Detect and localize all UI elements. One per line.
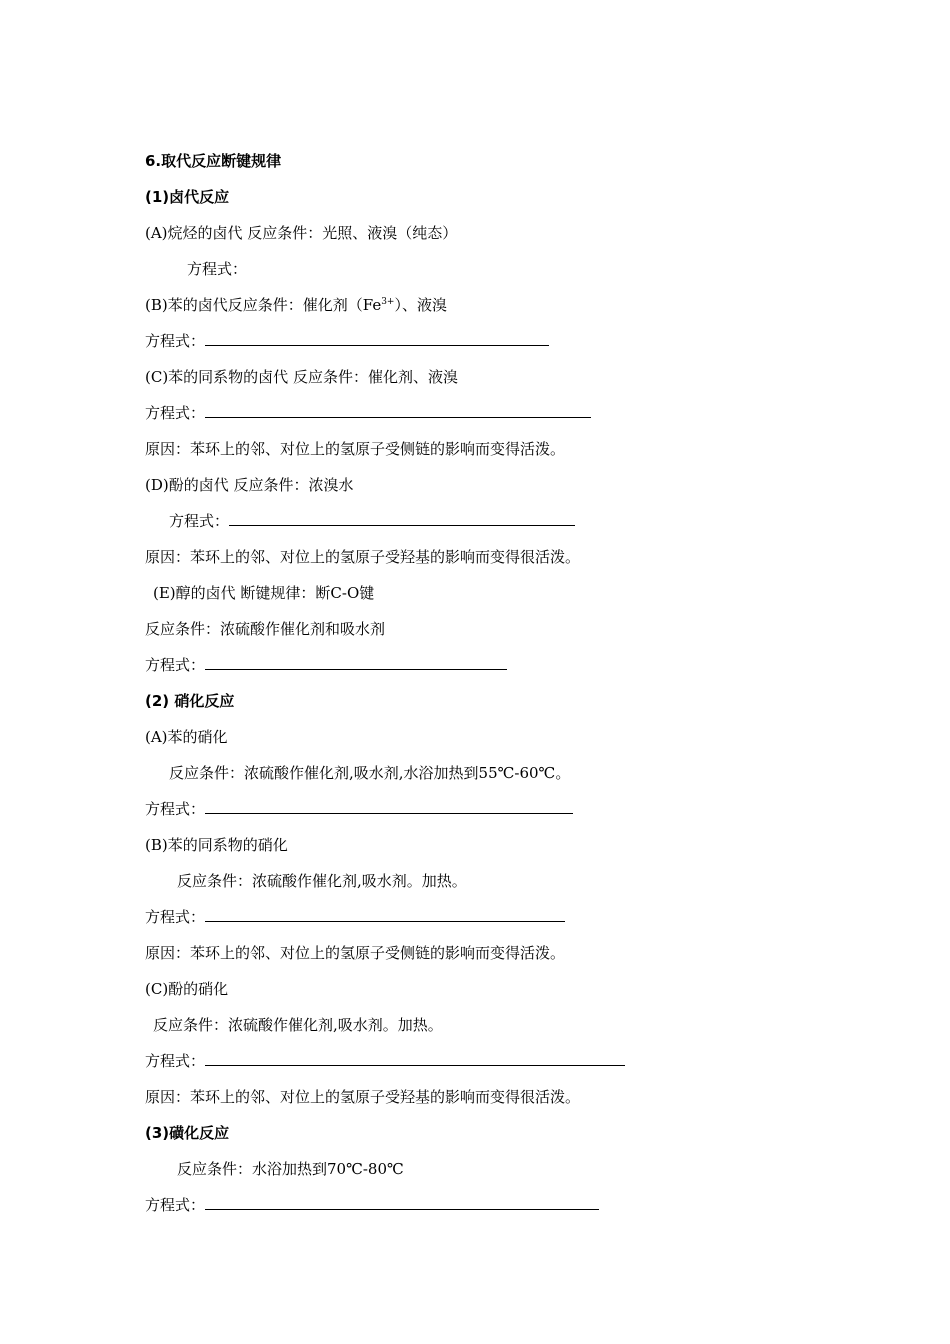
equation-blank[interactable] xyxy=(205,331,549,346)
equation-blank[interactable] xyxy=(205,1195,599,1210)
phenol-nitration-line: (C)酚的硝化 xyxy=(145,980,229,998)
equation-blank[interactable] xyxy=(205,907,565,922)
section-title: 6.取代反应断键规律 xyxy=(145,152,282,170)
equation-blank[interactable] xyxy=(229,511,575,526)
benzene-halogenation-line: (B)苯的卤代反应条件：催化剂$(Fe^{3+})$、液溴 xyxy=(145,296,447,314)
homolog-nitration-condition: 反应条件：浓硫酸作催化剂,吸水剂。加热。 xyxy=(177,872,467,890)
equation-blank[interactable] xyxy=(205,799,573,814)
homolog-nitration-reason: 原因：苯环上的邻、对位上的氢原子受侧链的影响而变得活泼。 xyxy=(145,944,566,962)
alkane-equation-label: 方程式： xyxy=(187,260,248,278)
phenol-nitration-equation: 方程式： xyxy=(145,1051,625,1071)
equation-blank[interactable] xyxy=(205,1051,625,1066)
alcohol-halogenation-equation: 方程式： xyxy=(145,655,507,675)
homolog-halogenation-reason: 原因：苯环上的邻、对位上的氢原子受侧链的影响而变得活泼。 xyxy=(145,440,566,458)
phenol-nitration-reason: 原因：苯环上的邻、对位上的氢原子受羟基的影响而变得很活泼。 xyxy=(145,1088,581,1106)
benzene-halogenation-equation: 方程式： xyxy=(145,331,549,351)
halogenation-heading: (1)卤代反应 xyxy=(145,188,230,206)
phenol-halogenation-line: (D)酚的卤代 反应条件：浓溴水 xyxy=(145,476,354,494)
sulfonation-equation: 方程式： xyxy=(145,1195,599,1215)
homolog-halogenation-line: (C)苯的同系物的卤代 反应条件：催化剂、液溴 xyxy=(145,368,458,386)
homolog-nitration-line: (B)苯的同系物的硝化 xyxy=(145,836,288,854)
iron-charge-superscript: 3+ xyxy=(381,297,395,307)
nitration-heading: (2) 硝化反应 xyxy=(145,692,235,710)
benzene-nitration-line: (A)苯的硝化 xyxy=(145,728,228,746)
phenol-halogenation-reason: 原因：苯环上的邻、对位上的氢原子受羟基的影响而变得很活泼。 xyxy=(145,548,581,566)
alcohol-halogenation-condition: 反应条件：浓硫酸作催化剂和吸水剂 xyxy=(145,620,386,638)
equation-blank[interactable] xyxy=(205,655,507,670)
sulfonation-heading: (3)磺化反应 xyxy=(145,1124,230,1142)
benzene-nitration-equation: 方程式： xyxy=(145,799,573,819)
alcohol-halogenation-line: (E)醇的卤代 断键规律：断C-O键 xyxy=(153,584,375,602)
phenol-halogenation-equation: 方程式： xyxy=(169,511,575,531)
sulfonation-condition: 反应条件：水浴加热到70℃-80℃ xyxy=(177,1160,404,1178)
homolog-halogenation-equation: 方程式： xyxy=(145,403,591,423)
phenol-nitration-condition: 反应条件：浓硫酸作催化剂,吸水剂。加热。 xyxy=(153,1016,443,1034)
alkane-halogenation-line: (A)烷烃的卤代 反应条件：光照、液溴（纯态） xyxy=(145,224,458,242)
equation-blank[interactable] xyxy=(205,403,591,418)
homolog-nitration-equation: 方程式： xyxy=(145,907,565,927)
benzene-nitration-condition: 反应条件：浓硫酸作催化剂,吸水剂,水浴加热到55℃-60℃。 xyxy=(169,764,571,782)
